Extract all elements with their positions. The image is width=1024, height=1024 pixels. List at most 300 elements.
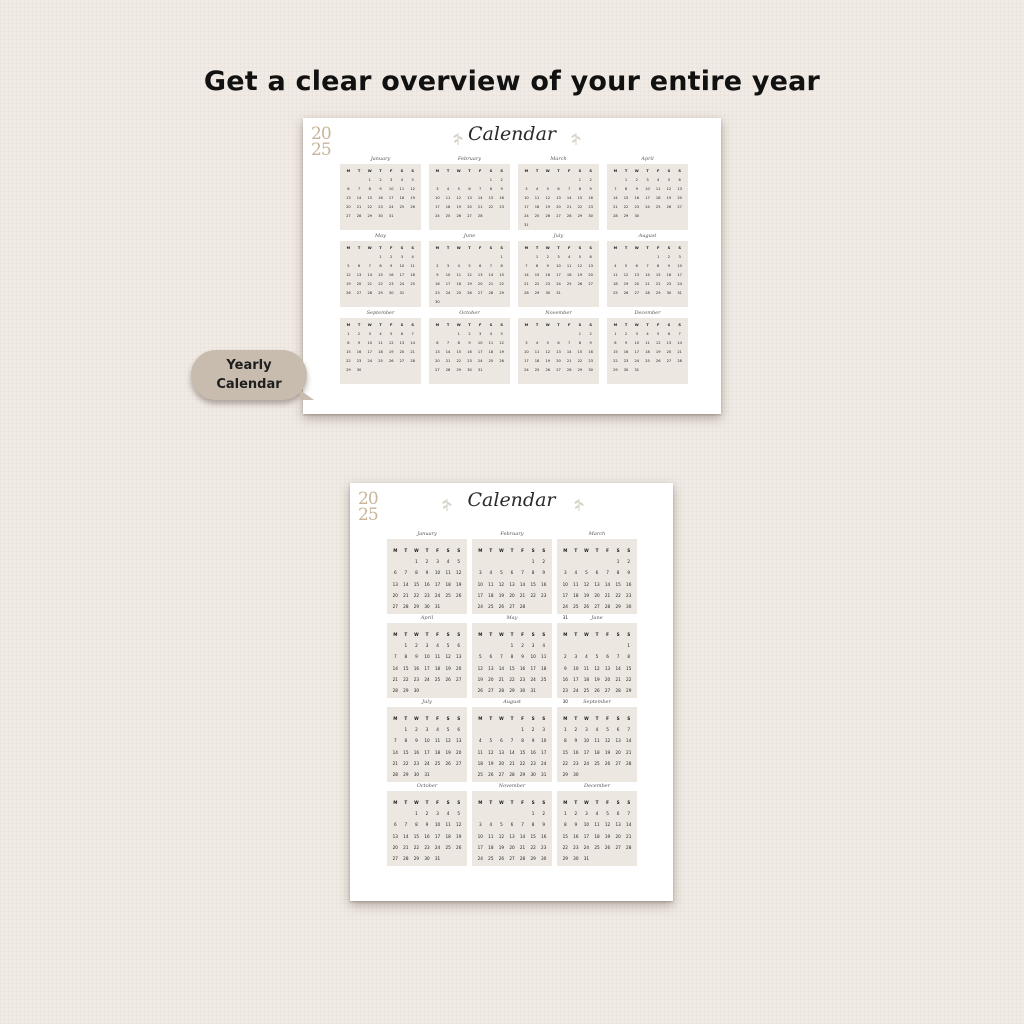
day-cell: 2 (574, 727, 578, 733)
day-cell: 15 (534, 273, 540, 277)
day-cell: 26 (445, 676, 451, 682)
month-days-grid (429, 241, 510, 310)
day-cell: 8 (510, 654, 514, 660)
weekday-header: T (425, 800, 429, 805)
day-cell: 18 (645, 350, 650, 354)
day-cell: 17 (530, 665, 536, 671)
day-cell: 21 (392, 676, 398, 682)
day-cell: 3 (446, 264, 450, 268)
day-cell: 12 (456, 196, 462, 200)
day-cell: 2 (542, 811, 546, 817)
day-cell: 3 (368, 332, 371, 336)
day-cell: 12 (577, 264, 583, 268)
weekday-header: W (499, 800, 504, 805)
day-cell: 3 (678, 255, 681, 259)
day-cell: 25 (410, 282, 415, 286)
day-cell: 30 (562, 699, 568, 705)
day-cell: 17 (477, 592, 483, 598)
day-cell: 24 (583, 844, 590, 850)
day-cell: 31 (562, 615, 568, 621)
day-cell: 12 (456, 822, 462, 828)
day-cell: 9 (589, 341, 592, 345)
weekday-header: T (557, 169, 560, 173)
weekday-header: S (500, 323, 503, 327)
day-cell: 28 (445, 368, 451, 372)
day-cell: 19 (623, 282, 629, 286)
month-november (472, 781, 552, 866)
day-cell: 3 (436, 559, 439, 565)
weekday-header: W (367, 323, 372, 327)
day-cell: 25 (534, 368, 540, 372)
day-cell: 9 (425, 570, 429, 576)
weekday-header: S (446, 548, 450, 553)
month-box (607, 318, 688, 384)
day-cell: 23 (499, 205, 504, 209)
day-cell: 20 (392, 592, 398, 598)
day-cell: 3 (425, 643, 429, 649)
day-cell: 13 (509, 581, 515, 587)
weekday-header: F (478, 323, 482, 327)
day-cell: 20 (467, 205, 472, 209)
weekday-header: T (425, 548, 429, 553)
day-cell: 19 (666, 196, 672, 200)
day-cell: 22 (534, 282, 540, 286)
day-cell: 2 (635, 178, 638, 182)
day-cell: 22 (577, 205, 583, 209)
day-cell: 25 (434, 676, 441, 682)
day-cell: 20 (604, 676, 611, 682)
weekday-header: F (606, 548, 609, 553)
day-cell: 2 (415, 643, 418, 649)
day-cell: 18 (541, 665, 547, 671)
weekday-header: T (489, 548, 493, 553)
day-cell: 9 (521, 654, 524, 660)
month-days-grid (387, 539, 467, 618)
year-mark-text: 20 25 (358, 489, 378, 525)
weekday-header: M (563, 632, 568, 637)
day-cell: 7 (404, 822, 408, 828)
month-name: March (550, 156, 567, 162)
day-cell: 14 (488, 273, 494, 277)
day-cell: 9 (357, 341, 361, 345)
day-cell: 22 (509, 676, 515, 682)
day-cell: 28 (477, 214, 483, 218)
empty-day (475, 556, 486, 567)
day-cell: 6 (635, 264, 638, 268)
day-cell: 26 (583, 604, 590, 610)
empty-day (475, 176, 486, 185)
weekday-header: S (542, 632, 546, 637)
month-days-grid (607, 318, 688, 378)
day-cell: 28 (403, 604, 409, 610)
day-cell: 5 (457, 811, 461, 817)
day-cell: 28 (604, 604, 611, 610)
day-cell: 6 (616, 727, 620, 733)
empty-day (390, 556, 401, 567)
day-cell: 14 (509, 749, 515, 755)
day-cell: 16 (356, 350, 362, 354)
day-cell: 11 (613, 273, 618, 277)
day-cell: 23 (378, 205, 383, 209)
month-name: April (641, 156, 654, 162)
day-cell: 26 (545, 214, 551, 218)
day-cell: 18 (445, 205, 451, 209)
empty-day (432, 253, 443, 262)
weekday-header: T (468, 323, 471, 327)
weekday-header: M (346, 323, 351, 327)
day-cell: 15 (613, 350, 618, 354)
day-cell: 5 (489, 738, 493, 744)
day-cell: 3 (478, 822, 482, 828)
day-cell: 19 (545, 359, 551, 363)
day-cell: 24 (445, 291, 451, 295)
month-name: December (583, 783, 611, 789)
day-cell: 8 (616, 570, 620, 576)
weekday-header: F (521, 632, 524, 637)
month-days-grid (472, 707, 552, 786)
day-cell: 23 (413, 676, 420, 682)
weekday-header: F (436, 800, 439, 805)
month-days-grid (340, 241, 421, 301)
day-cell: 4 (446, 187, 450, 191)
day-cell: 25 (613, 291, 618, 295)
day-cell: 17 (677, 273, 682, 277)
day-cell: 16 (666, 273, 672, 277)
day-cell: 2 (425, 559, 429, 565)
empty-day (592, 556, 603, 567)
day-cell: 1 (614, 332, 617, 336)
day-cell: 18 (594, 749, 600, 755)
weekday-header: S (411, 323, 414, 327)
day-cell: 30 (545, 291, 551, 295)
day-cell: 24 (435, 214, 440, 218)
day-cell: 21 (604, 592, 611, 598)
weekday-header: M (563, 716, 568, 721)
empty-day (401, 556, 412, 567)
day-cell: 20 (615, 833, 621, 839)
day-cell: 26 (467, 291, 472, 295)
day-cell: 23 (413, 760, 420, 766)
month-september (340, 308, 421, 384)
empty-day (486, 640, 497, 651)
day-cell: 23 (424, 844, 430, 850)
day-cell: 1 (457, 332, 460, 336)
day-cell: 2 (415, 727, 418, 733)
day-cell: 17 (434, 833, 441, 839)
day-cell: 24 (524, 214, 529, 218)
day-cell: 29 (655, 291, 661, 295)
day-cell: 26 (456, 844, 462, 850)
weekday-header: F (389, 246, 393, 250)
empty-day (610, 253, 621, 262)
day-cell: 10 (573, 665, 579, 671)
day-cell: 15 (488, 196, 494, 200)
empty-day (443, 330, 454, 339)
day-cell: 15 (499, 273, 504, 277)
day-cell: 24 (634, 359, 640, 363)
day-cell: 14 (403, 833, 409, 839)
day-cell: 14 (477, 196, 483, 200)
day-cell: 15 (530, 581, 536, 587)
day-cell: 11 (445, 822, 451, 828)
month-box (429, 318, 510, 384)
day-cell: 25 (583, 688, 590, 694)
day-cell: 13 (456, 654, 462, 660)
day-cell: 29 (346, 368, 351, 372)
day-cell: 12 (623, 273, 629, 277)
weekday-header: F (567, 246, 571, 250)
day-cell: 6 (510, 570, 514, 576)
day-cell: 31 (477, 368, 483, 372)
day-cell: 21 (566, 205, 572, 209)
day-cell: 24 (556, 282, 561, 286)
day-cell: 5 (468, 264, 471, 268)
day-cell: 16 (626, 581, 632, 587)
empty-day (432, 330, 443, 339)
weekday-header: T (379, 169, 382, 173)
day-cell: 12 (498, 581, 505, 587)
weekday-header: S (578, 323, 582, 327)
day-cell: 8 (404, 654, 408, 660)
day-cell: 18 (456, 282, 462, 286)
day-cell: 2 (531, 727, 535, 733)
empty-day (521, 330, 532, 339)
month-name: November (545, 310, 572, 316)
day-cell: 22 (577, 359, 583, 363)
day-cell: 24 (562, 604, 568, 610)
day-cell: 28 (645, 291, 650, 295)
day-cell: 22 (655, 282, 661, 286)
month-days-grid (557, 791, 637, 870)
day-cell: 23 (424, 592, 430, 598)
day-cell: 21 (356, 205, 362, 209)
day-cell: 24 (477, 604, 483, 610)
day-cell: 8 (379, 264, 382, 268)
day-cell: 30 (626, 604, 632, 610)
day-cell: 2 (379, 178, 382, 182)
day-cell: 22 (367, 205, 373, 209)
month-box (472, 791, 552, 866)
empty-day (390, 724, 401, 735)
day-cell: 28 (566, 214, 572, 218)
month-box (518, 164, 599, 230)
month-name: February (500, 531, 524, 537)
day-cell: 28 (677, 359, 682, 363)
day-cell: 26 (604, 844, 611, 850)
day-cell: 13 (556, 196, 561, 200)
day-cell: 7 (393, 654, 397, 660)
day-cell: 16 (541, 581, 547, 587)
day-cell: 31 (556, 291, 561, 295)
day-cell: 29 (378, 291, 383, 295)
day-cell: 15 (562, 833, 568, 839)
day-cell: 10 (434, 822, 441, 828)
day-cell: 3 (479, 332, 482, 336)
day-cell: 15 (403, 749, 409, 755)
day-cell: 11 (594, 822, 600, 828)
day-cell: 23 (562, 688, 568, 694)
day-cell: 31 (434, 604, 441, 610)
month-days-grid (429, 318, 510, 378)
day-cell: 11 (573, 581, 579, 587)
day-cell: 5 (347, 264, 350, 268)
day-cell: 16 (623, 350, 629, 354)
weekday-header: S (400, 246, 404, 250)
empty-day (553, 330, 564, 339)
weekday-header: T (357, 169, 361, 173)
day-cell: 28 (488, 291, 494, 295)
day-cell: 23 (541, 844, 547, 850)
weekday-header: F (656, 246, 660, 250)
day-cell: 22 (403, 676, 409, 682)
empty-day (401, 808, 412, 819)
day-cell: 18 (566, 273, 572, 277)
empty-day (432, 176, 443, 185)
month-name: August (638, 233, 657, 239)
day-cell: 9 (627, 570, 631, 576)
weekday-header: W (584, 548, 589, 553)
day-cell: 11 (399, 187, 405, 191)
weekday-header: T (557, 323, 560, 327)
day-cell: 10 (388, 187, 394, 191)
weekday-header: W (584, 716, 589, 721)
weekday-header: T (489, 632, 493, 637)
day-cell: 17 (583, 833, 590, 839)
day-cell: 1 (578, 332, 582, 336)
weekday-header: W (634, 169, 639, 173)
day-cell: 28 (356, 214, 362, 218)
day-cell: 26 (498, 856, 505, 862)
day-cell: 29 (534, 291, 540, 295)
weekday-header: M (393, 632, 398, 637)
weekday-header: W (545, 246, 550, 250)
day-cell: 7 (614, 187, 617, 191)
day-cell: 29 (577, 214, 583, 218)
day-cell: 4 (614, 264, 617, 268)
day-cell: 12 (583, 581, 590, 587)
day-cell: 4 (585, 654, 588, 660)
day-cell: 8 (624, 187, 628, 191)
day-cell: 9 (468, 341, 471, 345)
day-cell: 13 (498, 749, 505, 755)
month-days-grid (387, 707, 467, 786)
day-cell: 27 (615, 760, 621, 766)
day-cell: 14 (677, 341, 682, 345)
day-cell: 4 (400, 178, 404, 182)
day-cell: 10 (399, 264, 405, 268)
weekday-header: F (606, 716, 609, 721)
empty-day (507, 808, 518, 819)
day-cell: 21 (566, 359, 572, 363)
day-cell: 20 (556, 359, 561, 363)
day-cell: 19 (388, 350, 394, 354)
day-cell: 17 (541, 749, 547, 755)
day-cell: 24 (434, 592, 441, 598)
day-cell: 28 (566, 368, 572, 372)
day-cell: 29 (456, 368, 462, 372)
day-cell: 29 (509, 688, 515, 694)
day-cell: 2 (589, 332, 592, 336)
day-cell: 30 (388, 291, 394, 295)
weekday-header: F (436, 716, 439, 721)
month-box (387, 539, 467, 614)
weekday-header: F (567, 323, 571, 327)
weekday-header: S (616, 632, 620, 637)
empty-day (553, 176, 564, 185)
empty-day (542, 176, 553, 185)
weekday-header: M (613, 169, 618, 173)
day-cell: 21 (445, 359, 451, 363)
day-cell: 11 (488, 341, 494, 345)
weekday-header: T (489, 716, 493, 721)
day-cell: 18 (488, 350, 494, 354)
month-name: June (591, 615, 603, 621)
day-cell: 21 (519, 844, 526, 850)
weekday-header: T (574, 632, 578, 637)
day-cell: 9 (390, 264, 393, 268)
weekday-header: S (489, 323, 493, 327)
weekday-header: W (584, 800, 589, 805)
day-cell: 2 (589, 178, 592, 182)
weekday-header: S (446, 632, 450, 637)
weekday-header: T (595, 632, 599, 637)
empty-day (496, 808, 507, 819)
day-cell: 23 (588, 205, 593, 209)
day-cell: 1 (521, 727, 524, 733)
day-cell: 26 (498, 604, 505, 610)
month-days-grid (472, 791, 552, 870)
day-cell: 8 (457, 341, 460, 345)
day-cell: 27 (604, 688, 611, 694)
day-cell: 30 (519, 688, 526, 694)
day-cell: 11 (378, 341, 383, 345)
day-cell: 20 (477, 282, 483, 286)
badge-line-1: Yearly (226, 358, 272, 373)
day-cell: 4 (436, 727, 439, 733)
headline: Get a clear overview of your entire year (203, 66, 821, 97)
day-cell: 29 (623, 214, 629, 218)
day-cell: 1 (489, 178, 493, 182)
month-name: October (416, 783, 438, 789)
month-box (429, 164, 510, 230)
empty-day (613, 640, 624, 651)
day-cell: 26 (623, 291, 629, 295)
month-name: March (588, 531, 606, 537)
weekday-header: S (531, 716, 535, 721)
weekday-header: M (393, 716, 398, 721)
day-cell: 6 (616, 811, 620, 817)
day-cell: 2 (357, 332, 361, 336)
day-cell: 17 (399, 273, 405, 277)
day-cell: 26 (445, 760, 451, 766)
weekday-header: S (457, 716, 461, 721)
empty-day (496, 556, 507, 567)
day-cell: 12 (410, 187, 415, 191)
day-cell: 16 (562, 676, 568, 682)
weekday-header: S (616, 716, 620, 721)
day-cell: 8 (578, 341, 582, 345)
day-cell: 21 (488, 282, 494, 286)
day-cell: 30 (666, 291, 672, 295)
month-days-grid (472, 623, 552, 702)
weekday-header: S (446, 800, 450, 805)
day-cell: 7 (646, 264, 649, 268)
weekday-header: M (478, 632, 483, 637)
day-cell: 12 (545, 196, 551, 200)
day-cell: 6 (393, 822, 397, 828)
day-cell: 4 (574, 570, 578, 576)
calendar-sheet-landscape (303, 118, 721, 414)
